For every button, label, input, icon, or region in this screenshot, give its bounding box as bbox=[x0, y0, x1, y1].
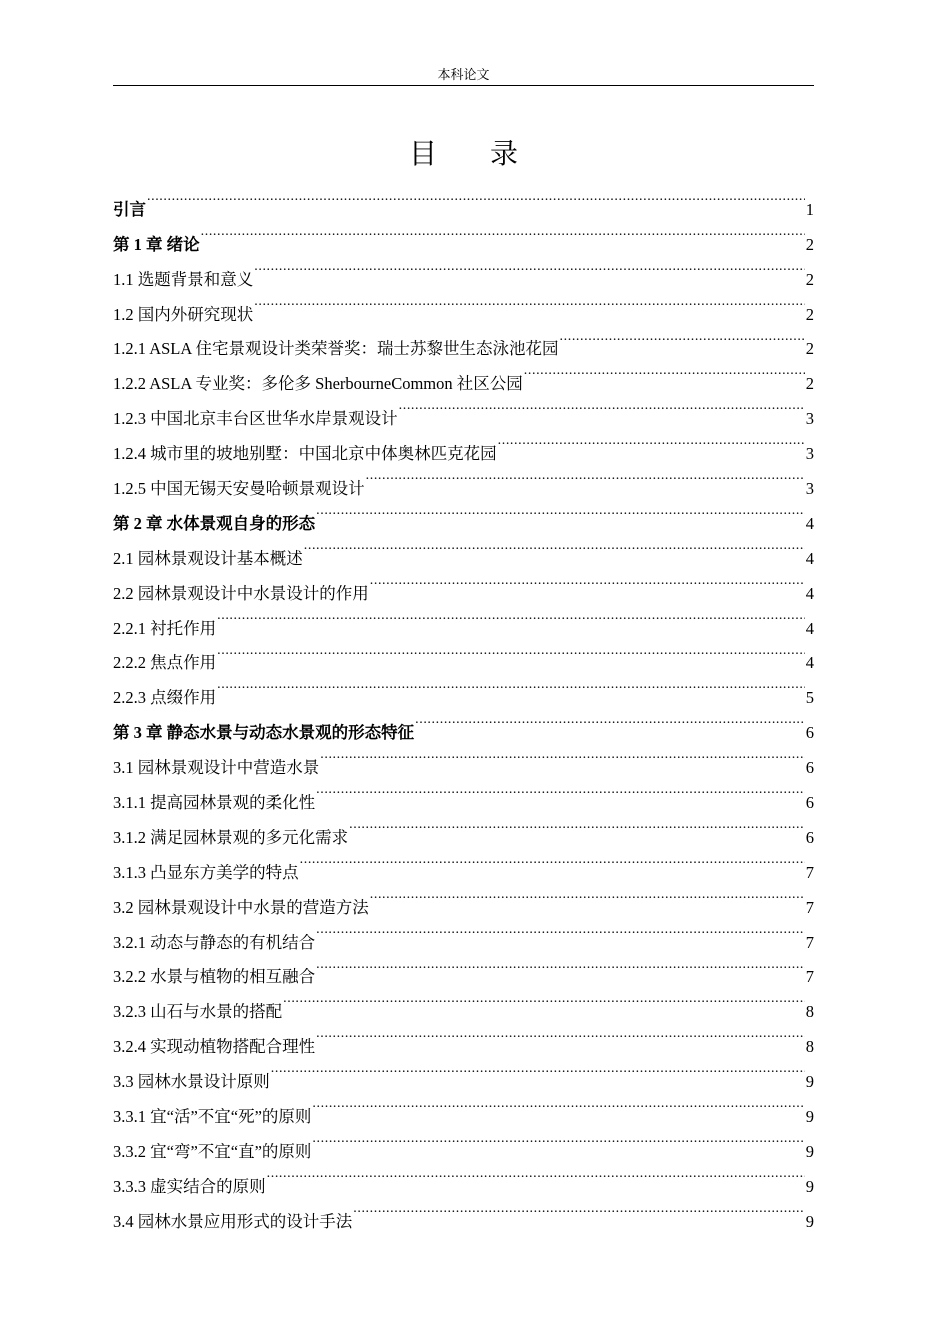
toc-entry-label: 1.2.1 ASLA 住宅景观设计类荣誉奖：瑞士苏黎世生态泳池花园 bbox=[113, 339, 559, 359]
toc-entry-label: 1.2 国内外研究现状 bbox=[113, 304, 254, 324]
toc-dot-leader bbox=[316, 494, 805, 529]
toc-dot-leader bbox=[300, 843, 805, 878]
toc-dot-leader bbox=[147, 180, 805, 215]
toc-title: 目 录 bbox=[409, 137, 540, 170]
toc-entry-page-number: 4 bbox=[805, 618, 814, 638]
toc-entry-page-number: 4 bbox=[805, 583, 814, 603]
toc-entry-page-number: 7 bbox=[805, 967, 814, 987]
toc-entry-label: 3.1.2 满足园林景观的多元化需求 bbox=[113, 827, 349, 847]
toc-entry-label: 1.2.4 城市里的坡地别墅：中国北京中体奥林匹克花园 bbox=[113, 444, 497, 464]
toc-entry-page-number: 7 bbox=[805, 862, 814, 882]
toc-entry-page-number: 3 bbox=[805, 444, 814, 464]
toc-entry-label: 3.3.1 宜“活”不宜“死”的原则 bbox=[113, 1107, 312, 1127]
table-of-contents bbox=[113, 180, 814, 1231]
toc-dot-leader bbox=[316, 1017, 805, 1052]
toc-entry-page-number: 9 bbox=[805, 1211, 814, 1231]
toc-entry-page-number: 2 bbox=[805, 339, 814, 359]
toc-dot-leader bbox=[304, 529, 805, 564]
toc-dot-leader bbox=[320, 738, 805, 773]
toc-entry-page-number: 2 bbox=[805, 269, 814, 289]
toc-entry-label: 1.2.5 中国无锡天安曼哈顿景观设计 bbox=[113, 479, 365, 499]
page-header bbox=[113, 66, 814, 84]
toc-entry-label: 3.3.3 虚实结合的原则 bbox=[113, 1176, 266, 1196]
toc-dot-leader bbox=[283, 982, 805, 1017]
toc-entry-label: 第 1 章 绪论 bbox=[113, 234, 200, 254]
toc-entry-page-number: 6 bbox=[805, 758, 814, 778]
toc-entry-page-number: 7 bbox=[805, 897, 814, 917]
toc-dot-leader bbox=[217, 634, 805, 669]
toc-entry-label: 2.1 园林景观设计基本概述 bbox=[113, 548, 303, 568]
toc-entry-page-number: 7 bbox=[805, 932, 814, 952]
toc-entry-page-number: 6 bbox=[805, 723, 814, 743]
toc-entry-label: 3.2.1 动态与静态的有机结合 bbox=[113, 932, 316, 952]
toc-entry-label: 1.2.3 中国北京丰台区世华水岸景观设计 bbox=[113, 409, 398, 429]
toc-entry-page-number: 9 bbox=[805, 1176, 814, 1196]
toc-entry-page-number: 2 bbox=[805, 234, 814, 254]
toc-entry-label: 3.3.2 宜“弯”不宜“直”的原则 bbox=[113, 1141, 312, 1161]
toc-entry-page-number: 4 bbox=[805, 653, 814, 673]
toc-entry-page-number: 6 bbox=[805, 827, 814, 847]
toc-dot-leader bbox=[316, 948, 805, 983]
toc-dot-leader bbox=[271, 1052, 805, 1087]
toc-entry-page-number: 8 bbox=[805, 1002, 814, 1022]
toc-entry-label: 引言 bbox=[113, 199, 146, 219]
toc-entry[interactable] bbox=[113, 703, 814, 743]
toc-dot-leader bbox=[399, 389, 805, 424]
toc-entry-page-number: 3 bbox=[805, 409, 814, 429]
toc-entry-page-number: 2 bbox=[805, 304, 814, 324]
toc-entry-label: 1.1 选题背景和意义 bbox=[113, 269, 254, 289]
toc-entry[interactable] bbox=[113, 215, 814, 254]
toc-entry-page-number: 3 bbox=[805, 479, 814, 499]
running-title: 本科论文 bbox=[437, 67, 490, 82]
toc-dot-leader bbox=[312, 1087, 804, 1122]
toc-entry-label: 3.1 园林景观设计中营造水景 bbox=[113, 758, 320, 778]
toc-entry-label: 3.3 园林水景设计原则 bbox=[113, 1072, 270, 1092]
toc-entry-label: 3.1.3 凸显东方美学的特点 bbox=[113, 862, 299, 882]
toc-entry-label: 1.2.2 ASLA 专业奖：多伦多 SherbourneCommon 社区公园 bbox=[113, 374, 523, 394]
toc-entry[interactable] bbox=[113, 599, 814, 638]
toc-dot-leader bbox=[254, 250, 805, 285]
toc-entry-label: 3.2.2 水景与植物的相互融合 bbox=[113, 967, 316, 987]
toc-entry-label: 第 2 章 水体景观自身的形态 bbox=[113, 513, 316, 533]
toc-dot-leader bbox=[316, 773, 805, 808]
toc-dot-leader bbox=[560, 320, 805, 355]
toc-entry-page-number: 4 bbox=[805, 548, 814, 568]
toc-entry-page-number: 4 bbox=[805, 513, 814, 533]
toc-entry[interactable] bbox=[113, 668, 814, 708]
toc-dot-leader bbox=[201, 215, 805, 250]
toc-dot-leader bbox=[524, 354, 805, 389]
toc-entry-page-number: 8 bbox=[805, 1037, 814, 1057]
toc-entry-page-number: 6 bbox=[805, 793, 814, 813]
toc-dot-leader bbox=[312, 1122, 804, 1157]
toc-entry-label: 2.2 园林景观设计中水景设计的作用 bbox=[113, 583, 369, 603]
toc-dot-leader bbox=[316, 913, 805, 948]
toc-dot-leader bbox=[217, 668, 805, 703]
toc-dot-leader bbox=[353, 1192, 805, 1227]
toc-dot-leader bbox=[370, 564, 805, 599]
toc-dot-leader bbox=[498, 424, 805, 459]
toc-entry-page-number: 9 bbox=[805, 1107, 814, 1127]
toc-entry-page-number: 9 bbox=[805, 1072, 814, 1092]
toc-dot-leader bbox=[370, 878, 805, 913]
toc-dot-leader bbox=[254, 285, 805, 320]
toc-dot-leader bbox=[349, 808, 805, 843]
toc-dot-leader bbox=[366, 459, 805, 494]
toc-entry-label: 2.2.2 焦点作用 bbox=[113, 653, 217, 673]
toc-entry-label: 3.1.1 提高园林景观的柔化性 bbox=[113, 793, 316, 813]
toc-entry-label: 第 3 章 静态水景与动态水景观的形态特征 bbox=[113, 723, 415, 743]
toc-entry-page-number: 5 bbox=[805, 688, 814, 708]
toc-entry-label: 3.2.4 实现动植物搭配合理性 bbox=[113, 1037, 316, 1057]
toc-entry-label: 2.2.3 点缀作用 bbox=[113, 688, 217, 708]
toc-entry-label: 3.2.3 山石与水景的搭配 bbox=[113, 1002, 283, 1022]
toc-entry-label: 3.2 园林景观设计中水景的营造方法 bbox=[113, 897, 369, 917]
toc-entry[interactable] bbox=[113, 634, 814, 673]
header-divider bbox=[113, 85, 814, 86]
toc-dot-leader bbox=[267, 1157, 805, 1192]
toc-entry-page-number: 9 bbox=[805, 1141, 814, 1161]
toc-entry-label: 2.2.1 衬托作用 bbox=[113, 618, 217, 638]
toc-dot-leader bbox=[415, 703, 805, 738]
toc-entry[interactable] bbox=[113, 180, 814, 219]
toc-entry-page-number: 1 bbox=[805, 199, 814, 219]
toc-entry[interactable] bbox=[113, 250, 814, 289]
toc-entry-label: 3.4 园林水景应用形式的设计手法 bbox=[113, 1211, 353, 1231]
toc-dot-leader bbox=[217, 599, 805, 634]
toc-entry-page-number: 2 bbox=[805, 374, 814, 394]
